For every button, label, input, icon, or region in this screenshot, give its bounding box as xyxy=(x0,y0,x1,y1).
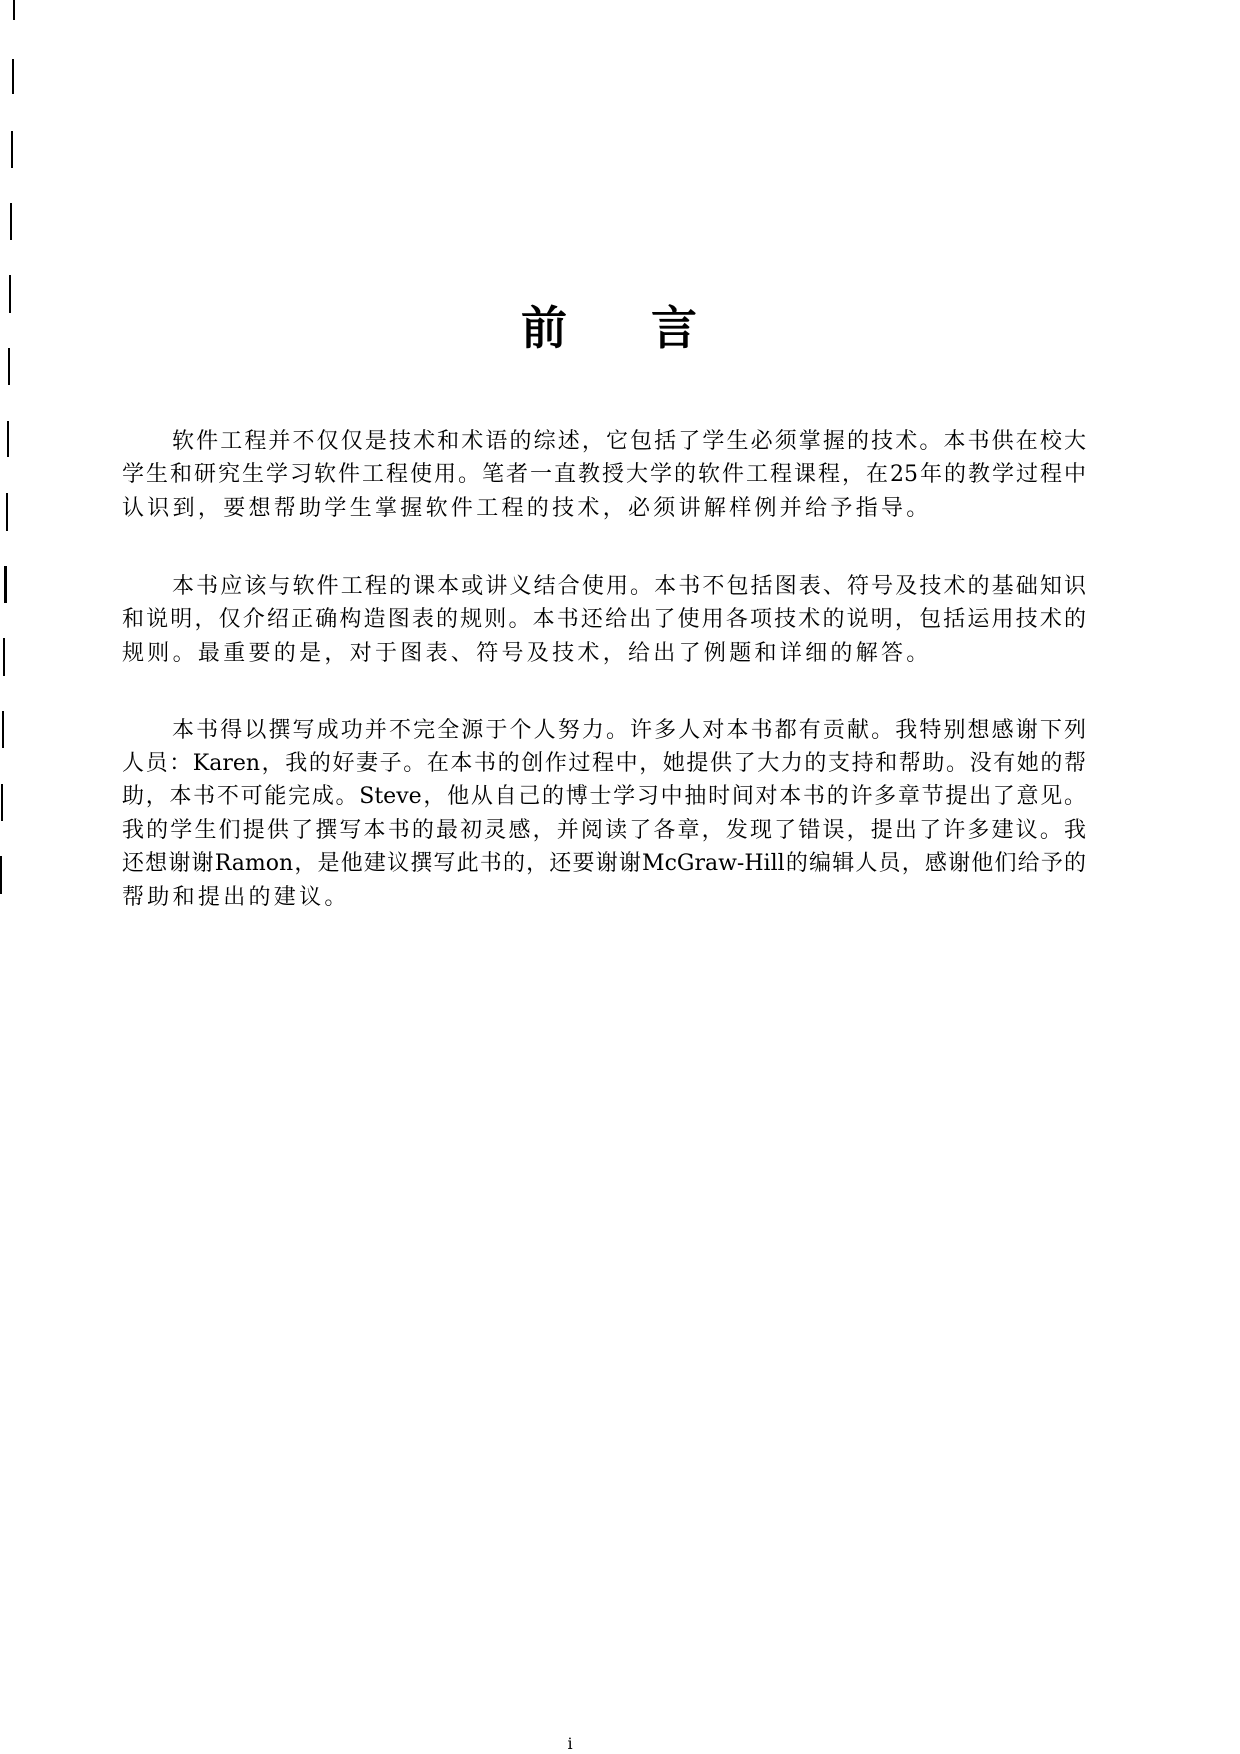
edge-mark xyxy=(3,638,5,676)
edge-mark xyxy=(11,131,13,168)
paragraph-line: 和说明，仅介绍正确构造图表的规则。本书还给出了使用各项技术的说明，包括运用技术的 xyxy=(122,607,1086,632)
page-number: i xyxy=(567,1734,573,1753)
paragraph-line: 软件工程并不仅仅是技术和术语的综述，它包括了学生必须掌握的技术。本书供在校大 xyxy=(172,429,1086,454)
edge-mark xyxy=(1,784,3,821)
edge-mark xyxy=(2,711,4,748)
paragraph-line: 助，本书不可能完成。Steve，他从自己的博士学习中抽时间对本书的许多章节提出了意见。 xyxy=(122,784,1086,809)
edge-mark xyxy=(4,566,7,603)
paragraph-line: 还想谢谢Ramon，是他建议撰写此书的，还要谢谢McGraw-Hill的编辑人员，感谢他们给予的 xyxy=(122,851,1086,876)
paragraph-line: 本书得以撰写成功并不完全源于个人努力。许多人对本书都有贡献。我特别想感谢下列 xyxy=(172,718,1086,743)
edge-mark xyxy=(13,0,15,20)
title-char: 言 xyxy=(651,301,697,355)
paragraph-line: 认识到，要想帮助学生掌握软件工程的技术，必须讲解样例并给予指导。 xyxy=(122,496,932,521)
edge-mark xyxy=(6,493,8,531)
edge-mark xyxy=(12,59,14,94)
edge-mark xyxy=(7,421,9,457)
edge-mark xyxy=(0,856,2,894)
paragraph-line: 帮助和提出的建议。 xyxy=(122,885,350,910)
paragraph-line: 本书应该与软件工程的课本或讲义结合使用。本书不包括图表、符号及技术的基础知识 xyxy=(172,574,1086,599)
paragraph-line: 我的学生们提供了撰写本书的最初灵感，并阅读了各章，发现了错误，提出了许多建议。我 xyxy=(122,818,1086,843)
edge-mark xyxy=(10,203,12,240)
title-char: 前 xyxy=(521,301,567,355)
page-title xyxy=(0,300,1240,356)
paragraph-line: 人员：Karen，我的好妻子。在本书的创作过程中，她提供了大力的支持和帮助。没有她的帮 xyxy=(122,751,1086,776)
paragraph-line: 规则。最重要的是，对于图表、符号及技术，给出了例题和详细的解答。 xyxy=(122,641,932,666)
paragraph-line: 学生和研究生学习软件工程使用。笔者一直教授大学的软件工程课程，在25年的教学过程中 xyxy=(122,462,1086,487)
